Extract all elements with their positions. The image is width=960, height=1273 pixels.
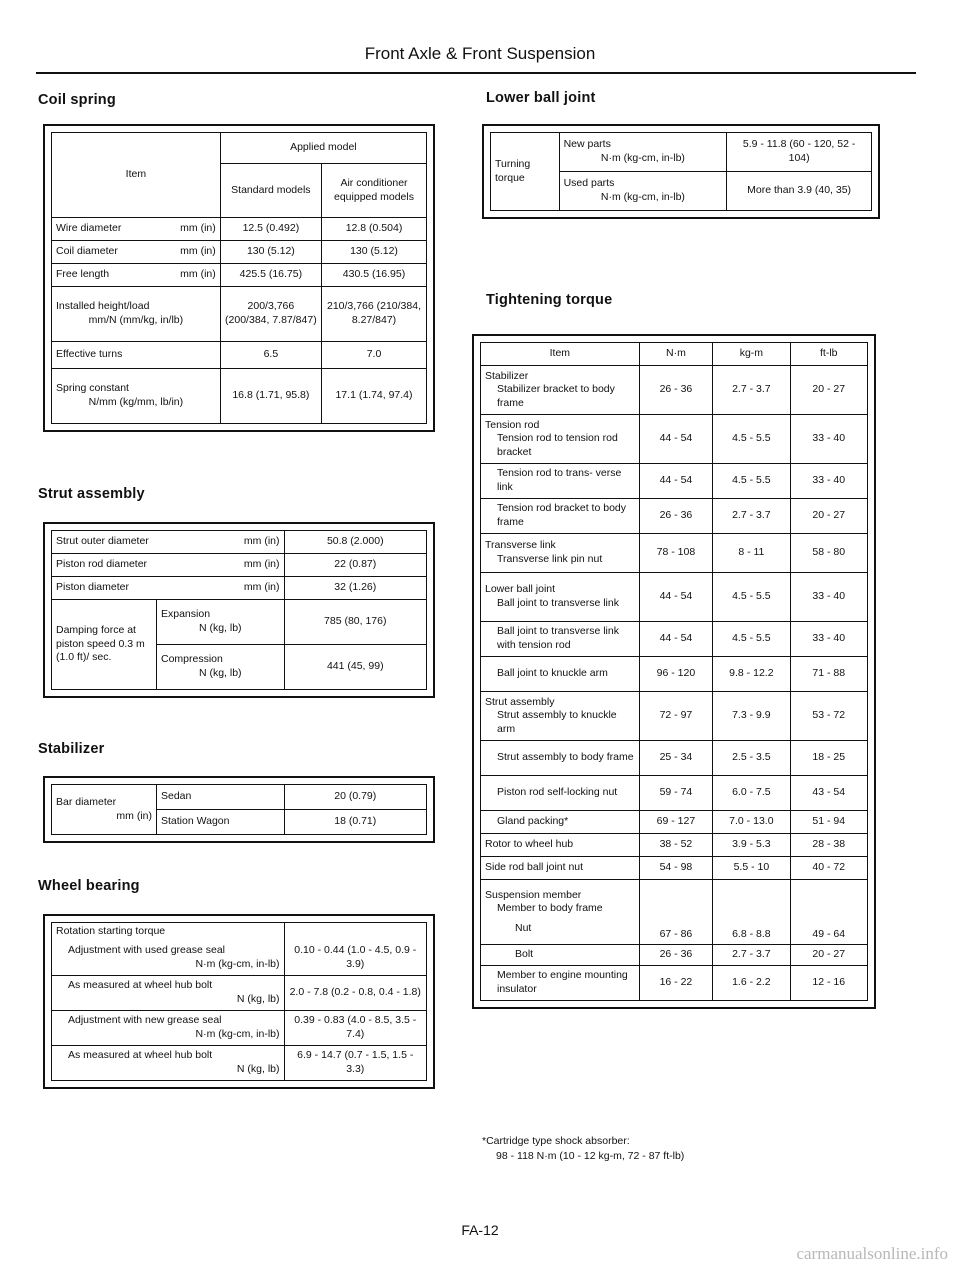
aircon-value: 130 (5.12) [322, 241, 427, 264]
coil-spring-frame [43, 124, 435, 432]
kgm-value: 3.9 - 5.3 [713, 834, 790, 857]
row-value: 0.10 - 0.44 (1.0 - 4.5, 0.9 - 3.9) [284, 941, 427, 976]
standard-value: 200/3,766 (200/384, 7.87/847) [220, 287, 321, 342]
kgm-value: 2.7 - 3.7 [713, 945, 790, 966]
row-value: 32 (1.26) [284, 577, 427, 600]
kgm-value: 2.5 - 3.5 [713, 741, 790, 776]
item-label: Member to body frame [497, 902, 603, 915]
group-label: Strut assembly [485, 695, 555, 708]
wagon-value: 18 (0.71) [284, 810, 427, 835]
row-label: Piston diameter [56, 581, 129, 594]
table-row [52, 241, 427, 264]
row-unit: mm/N (mm/kg, in/lb) [88, 314, 184, 326]
used-parts-value: More than 3.9 (40, 35) [727, 172, 872, 211]
row-unit: mm (in) [180, 245, 216, 258]
ftlb-value: 20 - 27 [790, 499, 867, 534]
standard-value: 425.5 (16.75) [220, 264, 321, 287]
nm-value: 59 - 74 [639, 776, 713, 811]
wheel-bearing-table [51, 922, 427, 1081]
table-row [52, 923, 427, 942]
ftlb-value: 43 - 54 [790, 776, 867, 811]
nm-value: 44 - 54 [639, 464, 713, 499]
compression-unit: N (kg, lb) [198, 667, 242, 679]
kgm-value: 1.6 - 2.2 [713, 966, 790, 1001]
kgm-value: 4.5 - 5.5 [713, 415, 790, 464]
row-unit: N/mm (kg/mm, lb/in) [88, 396, 184, 408]
ftlb-value: 33 - 40 [790, 464, 867, 499]
row-unit: mm (in) [180, 222, 216, 235]
kgm-col-header: kg-m [713, 343, 790, 366]
table-row [52, 342, 427, 369]
nm-value: 96 - 120 [639, 657, 713, 692]
table-header-row [481, 343, 868, 366]
nm-value: 44 - 54 [639, 622, 713, 657]
wheel-bearing-frame [43, 914, 435, 1089]
item-label: Strut assembly to body frame [497, 751, 634, 764]
sedan-label: Sedan [157, 785, 285, 810]
standard-value: 16.8 (1.71, 95.8) [220, 369, 321, 424]
table-row [481, 880, 868, 945]
kgm-value: 4.5 - 5.5 [713, 622, 790, 657]
kgm-value: 4.5 - 5.5 [713, 573, 790, 622]
bar-diameter-label: Bar diameter [56, 795, 117, 808]
kgm-value: 6.0 - 7.5 [713, 776, 790, 811]
table-row [52, 1046, 427, 1081]
table-row [481, 366, 868, 415]
bar-diameter-unit: mm (in) [116, 809, 152, 822]
aircon-value: 210/3,766 (210/384, 8.27/847) [322, 287, 427, 342]
kgm-value: 9.8 - 12.2 [713, 657, 790, 692]
table-row [52, 264, 427, 287]
table-row [52, 1011, 427, 1046]
item-label: Tension rod bracket to body frame [497, 502, 626, 528]
page-number: FA-12 [461, 1222, 499, 1238]
nm-value: 25 - 34 [639, 741, 713, 776]
header-rule [36, 72, 916, 74]
item-label: Rotor to wheel hub [481, 834, 640, 857]
table-row [481, 857, 868, 880]
compression-label: Compression [161, 653, 223, 666]
row-unit: N·m (kg-cm, in-lb) [195, 958, 280, 970]
strut-assembly-heading: Strut assembly [38, 486, 145, 502]
row-unit: mm (in) [243, 558, 280, 571]
ftlb-value: 33 - 40 [790, 573, 867, 622]
item-label: Stabilizer bracket to body frame [497, 383, 615, 409]
nm-col-header: N·m [639, 343, 713, 366]
strut-frame [43, 522, 435, 698]
coil-spring-heading: Coil spring [38, 92, 116, 108]
row-label: As measured at wheel hub bolt [68, 1049, 213, 1062]
kgm-value: 4.5 - 5.5 [713, 464, 790, 499]
nm-value: 38 - 52 [639, 834, 713, 857]
ftlb-value: 20 - 27 [790, 366, 867, 415]
item-label: Transverse link pin nut [497, 553, 603, 565]
kgm-value: 7.3 - 9.9 [713, 692, 790, 741]
row-value: 6.9 - 14.7 (0.7 - 1.5, 1.5 - 3.3) [284, 1046, 427, 1081]
expansion-value: 785 (80, 176) [284, 600, 427, 645]
ftlb-value: 49 - 64 [790, 880, 867, 945]
new-parts-value: 5.9 - 11.8 (60 - 120, 52 - 104) [727, 133, 872, 172]
ftlb-value: 12 - 16 [790, 966, 867, 1001]
ball-joint-frame [482, 124, 880, 219]
aircon-value: 7.0 [322, 342, 427, 369]
group-label: Suspension member [485, 888, 582, 901]
nut-label: Nut [515, 921, 532, 934]
ftlb-value: 18 - 25 [790, 741, 867, 776]
row-unit: mm (in) [180, 268, 216, 281]
table-row [481, 811, 868, 834]
row-label: Effective turns [56, 348, 123, 361]
table-row [481, 415, 868, 464]
ftlb-value: 20 - 27 [790, 945, 867, 966]
coil-spring-standard-header: Standard models [220, 164, 321, 218]
used-parts-unit: N·m (kg-cm, in-lb) [600, 191, 685, 203]
kgm-value: 2.7 - 3.7 [713, 499, 790, 534]
bolt-label: Bolt [515, 948, 534, 961]
table-row [481, 776, 868, 811]
item-label: Tension rod to tension rod bracket [497, 432, 618, 458]
aircon-value: 430.5 (16.95) [322, 264, 427, 287]
coil-spring-applied-header: Applied model [220, 133, 426, 164]
ftlb-value: 33 - 40 [790, 622, 867, 657]
wheel-bearing-heading: Wheel bearing [38, 878, 140, 894]
compression-value: 441 (45, 99) [284, 645, 427, 690]
row-value: 2.0 - 7.8 (0.2 - 0.8, 0.4 - 1.8) [284, 976, 427, 1011]
torque-frame [472, 334, 876, 1009]
table-row [481, 834, 868, 857]
nm-value: 44 - 54 [639, 415, 713, 464]
standard-value: 12.5 (0.492) [220, 218, 321, 241]
ftlb-value: 71 - 88 [790, 657, 867, 692]
table-row [481, 741, 868, 776]
item-label: Ball joint to knuckle arm [497, 667, 608, 680]
table-row [481, 966, 868, 1001]
ftlb-value: 53 - 72 [790, 692, 867, 741]
table-row [52, 941, 427, 976]
nm-value: 72 - 97 [639, 692, 713, 741]
coil-spring-aircon-header: Air conditioner equipped models [322, 164, 427, 218]
item-label: Ball joint to transverse link with tension rod [497, 625, 619, 651]
table-row [52, 287, 427, 342]
stabilizer-table [51, 784, 427, 835]
kgm-value: 5.5 - 10 [713, 857, 790, 880]
group-label: Stabilizer [485, 369, 529, 382]
rotation-torque-title: Rotation starting torque [52, 923, 285, 942]
footnote-line-2: 98 - 118 N·m (10 - 12 kg-m, 72 - 87 ft-lb) [496, 1150, 685, 1163]
row-label: Piston rod diameter [56, 558, 148, 571]
table-row [481, 464, 868, 499]
row-label: Adjustment with new grease seal [68, 1014, 222, 1027]
table-row [481, 692, 868, 741]
kgm-value: 6.8 - 8.8 [713, 880, 790, 945]
table-row [52, 531, 427, 554]
new-parts-unit: N·m (kg-cm, in-lb) [600, 152, 685, 164]
nm-value: 26 - 36 [639, 499, 713, 534]
expansion-label: Expansion [161, 608, 211, 621]
stabilizer-heading: Stabilizer [38, 741, 105, 757]
table-row [52, 577, 427, 600]
nm-value: 26 - 36 [639, 366, 713, 415]
row-unit: mm (in) [243, 535, 280, 548]
aircon-value: 17.1 (1.74, 97.4) [322, 369, 427, 424]
row-label: Wire diameter [56, 222, 122, 235]
watermark: carmanualsonline.info [796, 1244, 948, 1263]
row-label: Free length [56, 268, 110, 281]
table-row [52, 785, 427, 810]
table-row [481, 657, 868, 692]
row-label: Installed height/load [56, 300, 150, 313]
standard-value: 6.5 [220, 342, 321, 369]
lower-ball-joint-heading: Lower ball joint [486, 90, 596, 106]
table-row [52, 369, 427, 424]
standard-value: 130 (5.12) [220, 241, 321, 264]
row-unit: N·m (kg-cm, in-lb) [195, 1028, 280, 1040]
row-label: Coil diameter [56, 245, 118, 258]
new-parts-label: New parts [563, 138, 611, 151]
stabilizer-frame [43, 776, 435, 843]
table-row [481, 534, 868, 573]
table-row [52, 976, 427, 1011]
row-label: Strut outer diameter [56, 535, 149, 548]
kgm-value: 8 - 11 [713, 534, 790, 573]
wagon-label: Station Wagon [157, 810, 285, 835]
table-row [52, 600, 427, 645]
coil-spring-table [51, 132, 427, 424]
footnote-line-1: *Cartridge type shock absorber: [482, 1135, 630, 1147]
page-header-title: Front Axle & Front Suspension [364, 44, 596, 63]
ftlb-value: 28 - 38 [790, 834, 867, 857]
nm-value: 54 - 98 [639, 857, 713, 880]
row-label: Adjustment with used grease seal [68, 944, 226, 957]
sedan-value: 20 (0.79) [284, 785, 427, 810]
coil-spring-item-header: Item [52, 133, 221, 218]
nm-value: 44 - 54 [639, 573, 713, 622]
row-unit: N (kg, lb) [236, 1063, 280, 1075]
damping-label: Damping force at piston speed 0.3 m (1.0 ft)/ sec. [52, 600, 157, 690]
table-row [481, 945, 868, 966]
item-label: Side rod ball joint nut [481, 857, 640, 880]
row-unit: mm (in) [243, 581, 280, 594]
nm-value: 78 - 108 [639, 534, 713, 573]
item-label: Piston rod self-locking nut [497, 786, 618, 799]
kgm-value: 7.0 - 13.0 [713, 811, 790, 834]
group-label: Transverse link [485, 539, 556, 552]
ftlb-value: 40 - 72 [790, 857, 867, 880]
footnote [482, 1134, 684, 1164]
nm-value: 67 - 86 [639, 880, 713, 945]
row-value: 50.8 (2.000) [284, 531, 427, 554]
nm-value: 26 - 36 [639, 945, 713, 966]
turning-torque-label: Turning torque [491, 133, 560, 211]
row-value: 22 (0.87) [284, 554, 427, 577]
group-label: Lower ball joint [485, 583, 556, 596]
ftlb-col-header: ft-lb [790, 343, 867, 366]
tightening-torque-heading: Tightening torque [486, 292, 613, 308]
expansion-unit: N (kg, lb) [198, 622, 242, 634]
item-label: Ball joint to transverse link [497, 597, 619, 609]
table-row [481, 622, 868, 657]
aircon-value: 12.8 (0.504) [322, 218, 427, 241]
item-col-header: Item [481, 343, 640, 366]
strut-table [51, 530, 427, 690]
used-parts-label: Used parts [563, 177, 615, 190]
ftlb-value: 58 - 80 [790, 534, 867, 573]
row-label: As measured at wheel hub bolt [68, 979, 213, 992]
item-label: Member to engine mounting insulator [497, 969, 628, 995]
ball-joint-table [490, 132, 872, 211]
table-row [52, 218, 427, 241]
table-row [481, 499, 868, 534]
group-label: Tension rod [485, 418, 540, 431]
ftlb-value: 33 - 40 [790, 415, 867, 464]
table-row [491, 133, 872, 172]
item-label: Gland packing* [497, 815, 569, 828]
row-unit: N (kg, lb) [236, 993, 280, 1005]
item-label: Tension rod to trans- verse link [497, 467, 622, 493]
kgm-value: 2.7 - 3.7 [713, 366, 790, 415]
row-label: Spring constant [56, 382, 129, 395]
torque-table [480, 342, 868, 1001]
table-row [52, 554, 427, 577]
row-value: 0.39 - 0.83 (4.0 - 8.5, 3.5 - 7.4) [284, 1011, 427, 1046]
table-row [481, 573, 868, 622]
item-label: Strut assembly to knuckle arm [497, 709, 617, 735]
nm-value: 16 - 22 [639, 966, 713, 1001]
ftlb-value: 51 - 94 [790, 811, 867, 834]
nm-value: 69 - 127 [639, 811, 713, 834]
